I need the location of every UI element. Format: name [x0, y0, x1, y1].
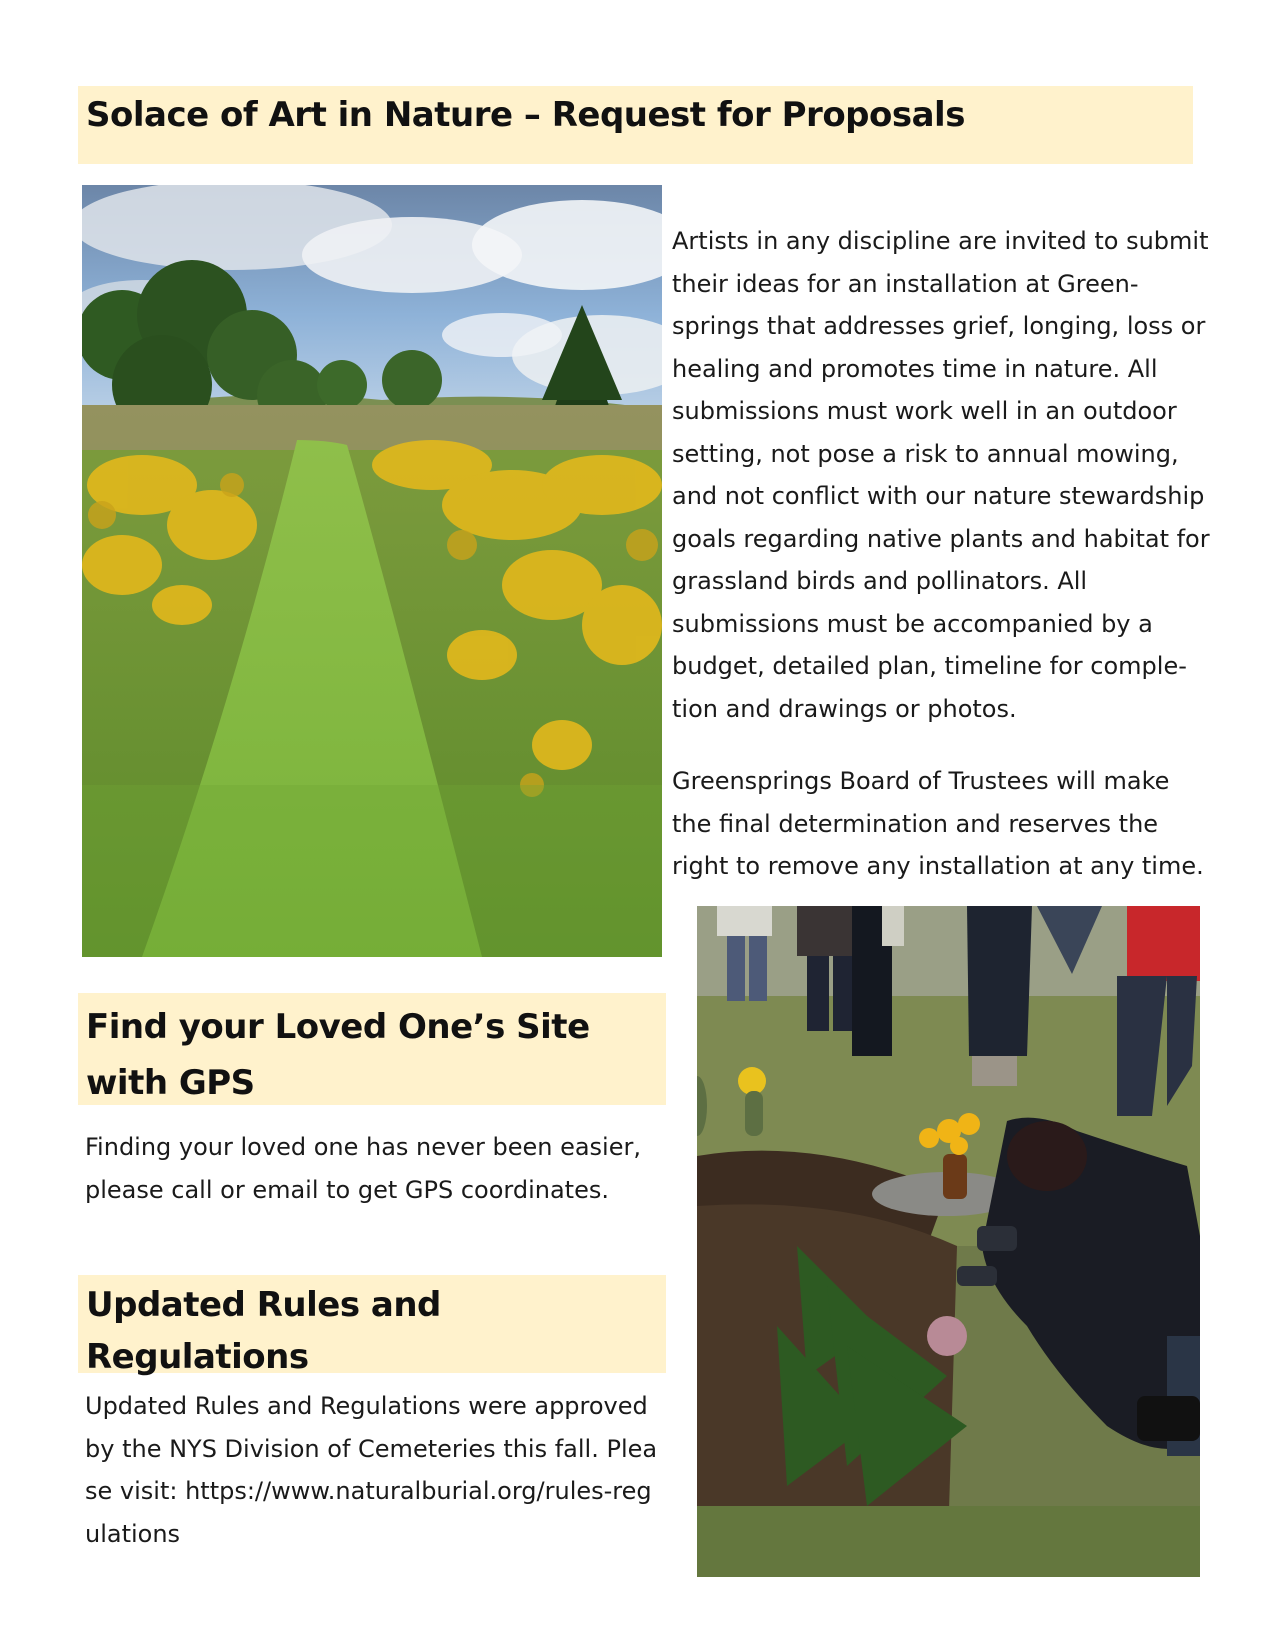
- rfp-banner: [78, 86, 1193, 164]
- meadow-path-photo: [82, 185, 662, 957]
- rfp-paragraph-intro: Artists in any discipline are invited to submit their ideas for an installation at Greensprings that addresses grief, longing, loss or healing and promotes time in nature. All submissions must work well in an outdoor setting, not pose a risk to annual mowing, and not conflict with our nature stewardship goals regarding native plants and habitat for grassland birds and pollinators. All submissions must be accompanied by a budget, detailed plan, timeline for completion and drawings or photos.: [672, 227, 1210, 723]
- rules-paragraph: Updated Rules and Regulations were approved by the NYS Division of Cemeteries this fall. Please visit: https://www.naturalburial.org/rules-regulations: [85, 1392, 658, 1548]
- rules-title: Updated Rules and Regulations: [86, 1285, 441, 1377]
- gps-banner: [78, 993, 666, 1105]
- gps-paragraph: Finding your loved one has never been easier, please call or email to get GPS coordinates.: [85, 1133, 641, 1204]
- burial-ceremony-photo: [697, 906, 1200, 1577]
- rfp-title: Solace of Art in Nature – Request for Proposals: [86, 95, 965, 135]
- gps-title: Find your Loved One’s Site with GPS: [86, 1007, 590, 1103]
- rfp-paragraph-board: Greensprings Board of Trustees will make the final determination and reserves the right to remove any installation at any time.: [672, 767, 1204, 880]
- rules-banner: [78, 1275, 666, 1377]
